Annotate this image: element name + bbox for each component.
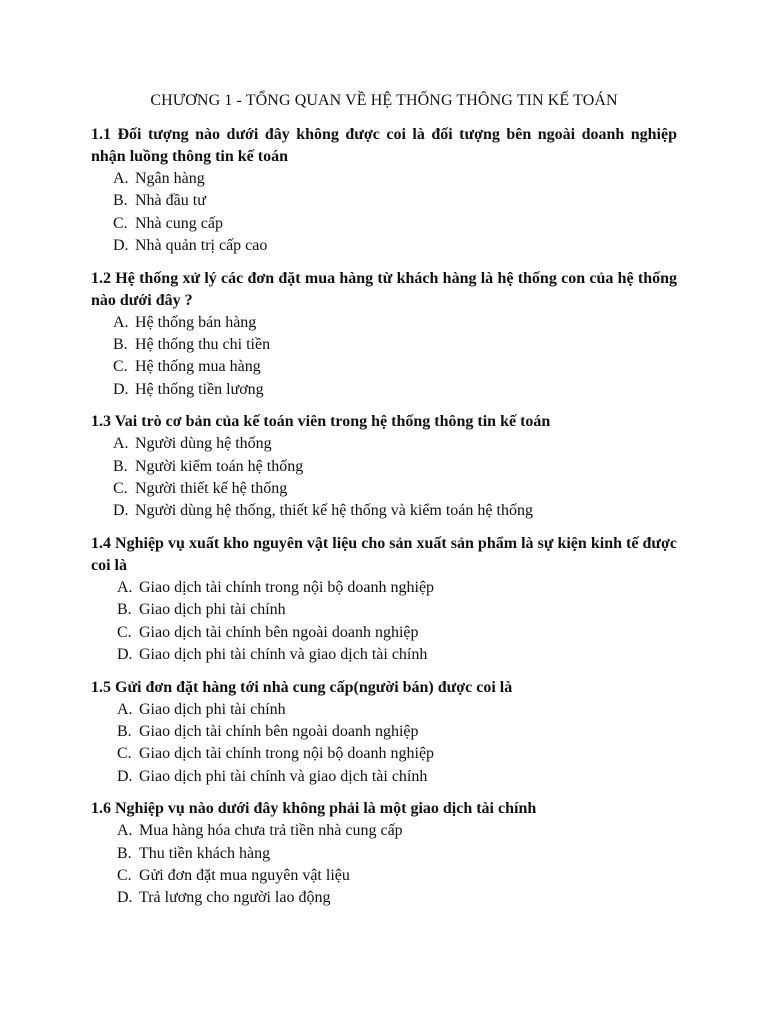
option-text: Hệ thống bán hàng <box>135 313 257 331</box>
option-list <box>91 699 677 789</box>
option-letter: C. <box>113 480 128 498</box>
option-list <box>91 820 677 910</box>
option-list <box>91 168 677 258</box>
option-text: Hệ thống thu chi tiền <box>135 336 271 354</box>
option-c <box>117 865 677 887</box>
chapter-title: CHƯƠNG 1 - TỔNG QUAN VỀ HỆ THỐNG THÔNG TIN KẾ TOÁN <box>150 92 618 109</box>
option-letter: A. <box>113 313 129 331</box>
option-d <box>113 379 677 401</box>
option-letter: D. <box>113 502 129 520</box>
option-text: Thu tiền khách hàng <box>139 844 271 862</box>
option-text: Giao dịch tài chính bên ngoài doanh nghiệp <box>139 722 419 740</box>
option-d <box>117 887 677 909</box>
option-letter: C. <box>117 745 132 763</box>
option-text: Nhà cung cấp <box>135 214 223 232</box>
question-text: 1.1 Đối tượng nào dưới đây không được coi là đối tượng bên ngoài doanh nghiệp nhận luồng thông tin kế toán <box>91 126 677 165</box>
option-letter: D. <box>113 380 129 398</box>
option-b <box>113 456 677 478</box>
option-c <box>117 622 677 644</box>
option-letter: D. <box>117 646 133 664</box>
question-1-3 <box>91 411 677 523</box>
option-letter: B. <box>113 457 128 475</box>
option-c <box>113 356 677 378</box>
question-text: 1.3 Vai trò cơ bản của kế toán viên trong hệ thống thông tin kế toán <box>91 413 551 431</box>
option-text: Trả lương cho người lao động <box>139 889 331 907</box>
option-letter: A. <box>117 822 133 840</box>
option-b <box>117 599 677 621</box>
option-text: Ngân hàng <box>135 170 205 187</box>
option-c <box>113 478 677 500</box>
option-letter: A. <box>117 578 133 596</box>
option-b <box>113 190 677 212</box>
option-text: Giao dịch phi tài chính và giao dịch tài chính <box>139 646 428 664</box>
option-c <box>117 743 677 765</box>
option-letter: D. <box>117 889 133 907</box>
option-letter: B. <box>117 844 132 862</box>
option-text: Giao dịch tài chính trong nội bộ doanh nghiệp <box>139 578 435 596</box>
option-letter: B. <box>113 192 128 210</box>
question-1-4 <box>91 533 677 667</box>
option-text: Hệ thống mua hàng <box>135 358 261 376</box>
option-d <box>117 766 677 788</box>
option-letter: A. <box>113 170 129 187</box>
option-text: Người dùng hệ thống, thiết kế hệ thống và kiểm toán hệ thống <box>135 502 533 520</box>
option-text: Giao dịch tài chính trong nội bộ doanh nghiệp <box>139 745 435 763</box>
option-d <box>113 235 677 257</box>
option-a <box>117 577 677 599</box>
option-letter: B. <box>113 336 128 354</box>
question-text: 1.6 Nghiệp vụ nào dưới đây không phải là một giao dịch tài chính <box>91 800 537 818</box>
option-text: Hệ thống tiền lương <box>135 380 264 398</box>
option-a <box>113 312 677 334</box>
option-c <box>113 213 677 235</box>
option-letter: D. <box>113 237 129 255</box>
option-text: Giao dịch phi tài chính và giao dịch tài chính <box>139 767 428 785</box>
option-b <box>113 334 677 356</box>
question-1-1 <box>91 124 677 258</box>
option-letter: C. <box>113 358 128 376</box>
option-text: Giao dịch phi tài chính <box>139 601 286 619</box>
option-text: Người thiết kế hệ thống <box>135 480 288 498</box>
option-b <box>117 721 677 743</box>
option-a <box>113 168 677 190</box>
question-text: 1.2 Hệ thống xử lý các đơn đặt mua hàng từ khách hàng là hệ thống con của hệ thống nào dưới đây ? <box>91 269 677 309</box>
option-list <box>91 433 677 523</box>
option-letter: A. <box>113 435 129 453</box>
option-letter: B. <box>117 722 132 740</box>
option-text: Gửi đơn đặt mua nguyên vật liệu <box>139 866 350 884</box>
option-letter: D. <box>117 767 133 785</box>
option-letter: B. <box>117 601 132 619</box>
question-text: 1.5 Gửi đơn đặt hàng tới nhà cung cấp(người bán) được coi là <box>91 678 513 696</box>
option-d <box>113 500 677 522</box>
option-text: Mua hàng hóa chưa trả tiền nhà cung cấp <box>139 822 403 840</box>
option-list <box>91 577 677 667</box>
option-a <box>113 433 677 455</box>
option-letter: C. <box>113 214 128 232</box>
question-1-5 <box>91 677 677 789</box>
option-text: Người kiểm toán hệ thống <box>135 457 304 475</box>
option-text: Giao dịch phi tài chính <box>139 700 286 718</box>
question-1-2 <box>91 268 677 402</box>
option-letter: C. <box>117 623 132 641</box>
question-1-6 <box>91 798 677 910</box>
option-letter: C. <box>117 866 132 884</box>
option-text: Nhà quản trị cấp cao <box>135 237 268 255</box>
option-letter: A. <box>117 700 133 718</box>
option-a <box>117 699 677 721</box>
option-text: Người dùng hệ thống <box>135 435 272 453</box>
option-text: Nhà đầu tư <box>135 192 206 210</box>
option-list <box>91 312 677 402</box>
question-text: 1.4 Nghiệp vụ xuất kho nguyên vật liệu cho sản xuất sản phẩm là sự kiện kinh tế được coi là <box>91 534 677 574</box>
option-b <box>117 843 677 865</box>
option-text: Giao dịch tài chính bên ngoài doanh nghiệp <box>139 623 419 641</box>
option-a <box>117 820 677 842</box>
option-d <box>117 644 677 666</box>
